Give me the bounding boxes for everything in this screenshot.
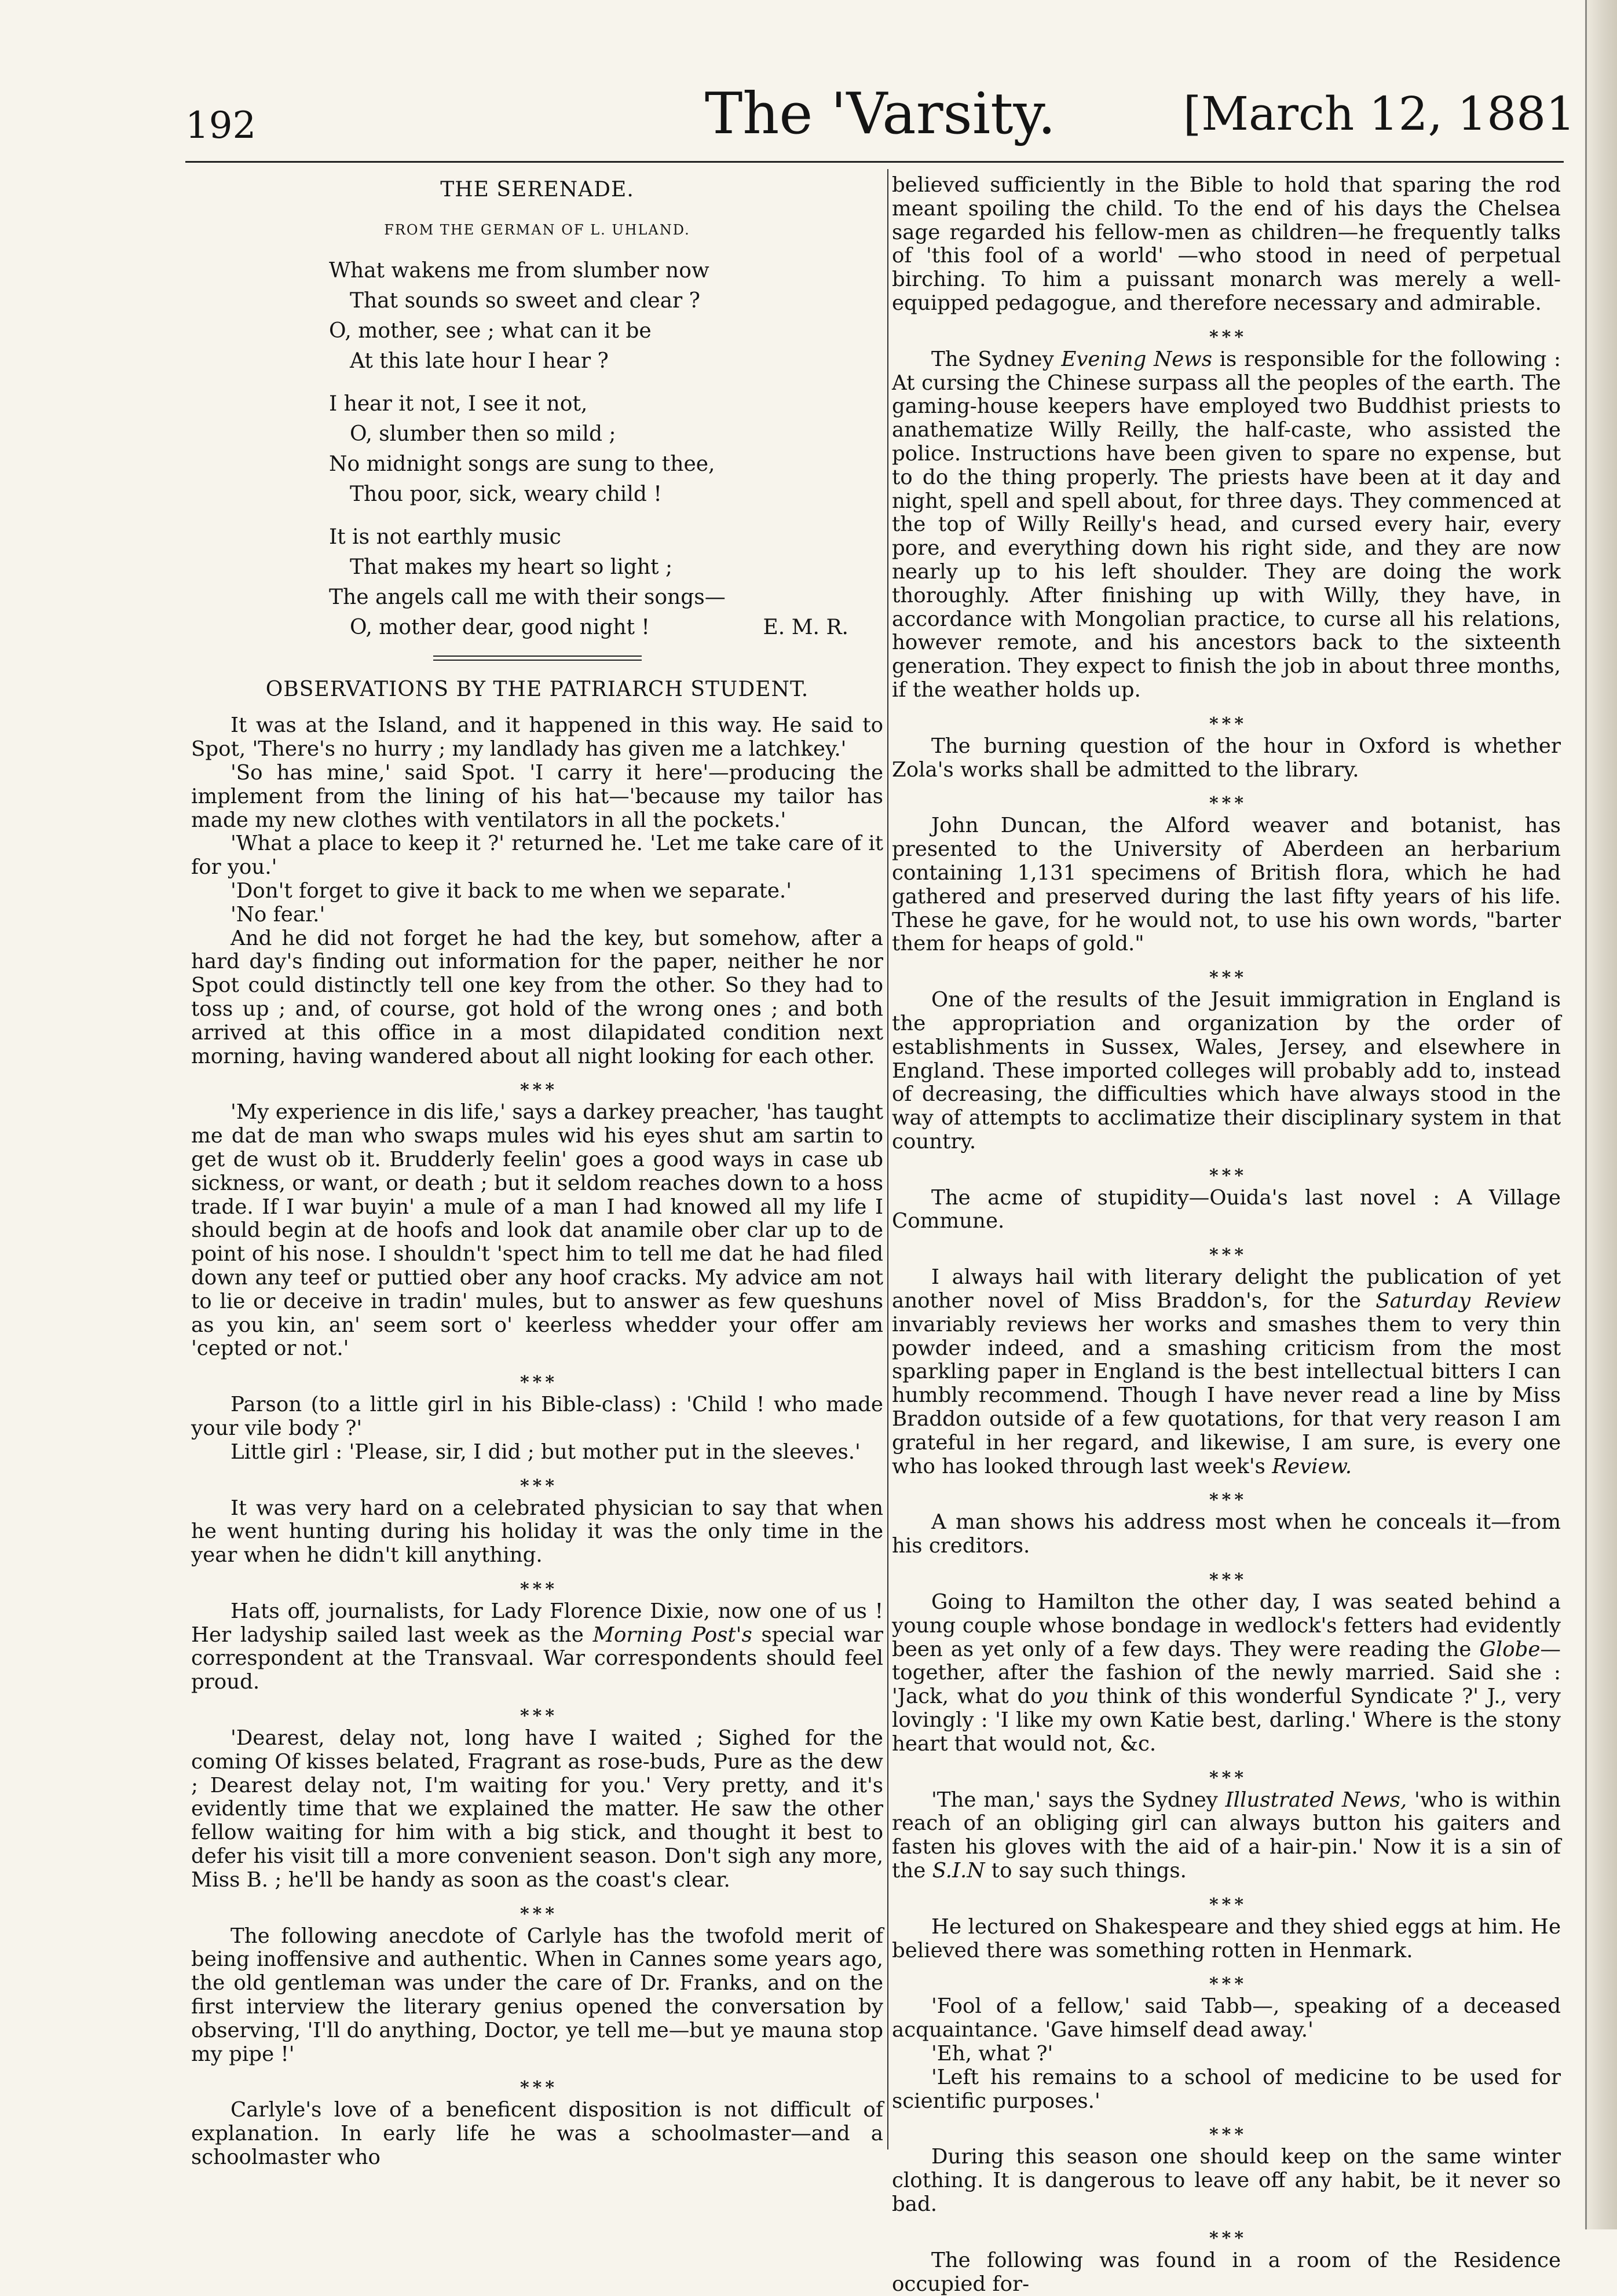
italic-run: S.I.N (932, 1859, 985, 1883)
asterism: * * * (1209, 1570, 1244, 1591)
paragraph: 'Don't forget to give it back to me when we separate.' (231, 878, 792, 903)
text-run: 'The man,' says the Sydney (931, 1788, 1225, 1812)
paragraph: Parson (to a little girl in his Bible-class) : 'Child ! who made your vile body ?' (191, 1393, 883, 1440)
asterism: * * * (1209, 1974, 1244, 1995)
poem-line: Thou poor, sick, weary child ! (350, 482, 662, 506)
left-column (191, 174, 883, 2170)
asterism: * * * (1209, 713, 1244, 734)
paragraph: It was at the Island, and it happened in this way. He said to Spot, 'There's no hurry ; my landlady has given me a latchkey.' (191, 713, 883, 761)
asterism: * * * (1209, 1894, 1244, 1915)
asterism: * * * (520, 1706, 555, 1727)
poem-line: I hear it not, I see it not, (329, 391, 588, 416)
paragraph: Carlyle's love of a beneficent disposition is not difficult of explanation. In early life he was a schoolmaster—and a schoolmaster who (191, 2098, 883, 2170)
section-rule (433, 656, 642, 661)
paragraph: Little girl : 'Please, sir, I did ; but mother put in the sleeves.' (231, 1440, 861, 1464)
poem-signature: E. M. R. (763, 615, 848, 639)
text-run: invariably reviews her works and smashes them to very thin powder indeed, and a smashing criticism from the most sparkling paper in England is the best intellectual bitters I can humbly recommend. Though I have never read a line by Miss Braddon outside of a few quotations, for that very reason I am grateful in her regard, and likewise, I am sure, is every one who has looked through last week's (892, 1312, 1561, 1478)
text-run: is responsible for the following : At cursing the Chinese surpass all the peoples of the earth. The gaming-house keepers have employed two Buddhist priests to anathematize Willy Reilly, the half-caste, who assisted the police. Instructions have been given to spare no expense, but to do the thing properly. The priests have been at it day and night, spell and spell about, for three days. They commenced at the top of Willy Reilly's head, and cursed every hair, every pore, and everything down his right side, and they are now nearly up to his left shoulder. They are doing the work thoroughly. After finishing up with Willy, they have, in accordance with Mongolian practice, to curse all his relations, however remote, and his ancestors back to the sixteenth generation. They expect to finish the job in about three months, if the weather holds up. (892, 347, 1561, 702)
asterism: * * * (520, 1080, 555, 1101)
masthead (185, 81, 1575, 151)
asterism: * * * (520, 1903, 555, 1924)
paragraph (892, 348, 1561, 702)
column-divider (887, 169, 888, 2149)
text-run: Hats off, journalists, for Lady Florence Dixie, now one of us ! Her ladyship sailed last week as the (191, 1599, 883, 1647)
right-column (892, 174, 1561, 2296)
poem-subtitle: FROM THE GERMAN OF L. UHLAND. (384, 221, 690, 238)
paragraph: And he did not forget he had the key, but somehow, after a hard day's finding out information for the paper, neither he nor Spot could distinctly tell one key from the other. So they had to toss up ; and, of course, got hold of the wrong ones ; and both arrived at this office in a most dilapidated condition next morning, having wandered about all night looking for each other. (191, 926, 883, 1068)
italic-run: Evening News (1061, 347, 1213, 371)
poem-stanza (329, 256, 883, 376)
asterism: * * * (1209, 2228, 1244, 2249)
asterism: * * * (1209, 793, 1244, 814)
italic-run: Morning Post's (592, 1623, 752, 1647)
asterism: * * * (1209, 2125, 1244, 2145)
poem-line-text: O, mother dear, good night ! (350, 615, 650, 639)
paragraph: John Duncan, the Alford weaver and botanist, has presented to the University of Aberdeen an herbarium containing 1,131 specimens of British flora, which he had gathered and preserved during the last fifty years of his life. These he gave, for he would not, to use his own words, "barter them for heaps of gold." (892, 814, 1561, 956)
asterism: * * * (520, 1372, 555, 1393)
asterism: * * * (520, 2078, 555, 2099)
asterism: * * * (1209, 1767, 1244, 1788)
paragraph (892, 1789, 1561, 1883)
text-run: —together, after the fashion of the newly married. Said she : 'Jack, what do (892, 1637, 1561, 1709)
binding-shadow (1585, 0, 1587, 2229)
asterism: * * * (1209, 1490, 1244, 1511)
text-run: to say such things. (985, 1859, 1187, 1883)
paragraph: believed sufficiently in the Bible to hold that sparing the rod meant spoiling the child. To the end of his days the Chelsea sage regarded his fellow-men as children—he frequently talks of 'this fool of a world' —who stood in need of perpetual birching. To him a puissant monarch was merely a well-equipped pedagogue, and therefore necessary and admirable. (892, 173, 1561, 315)
poem-title: THE SERENADE. (440, 178, 634, 202)
paragraph: 'So has mine,' said Spot. 'I carry it here'—producing the implement from the lining of his hat—'because my tailor has made my new clothes with ventilators in all the pockets.' (191, 760, 883, 832)
asterism: * * * (1209, 327, 1244, 347)
paragraph: The acme of stupidity—Ouida's last novel : A Village Commune. (892, 1185, 1561, 1233)
paragraph: The following was found in a room of the Residence occupied for- (892, 2248, 1561, 2296)
page-edge (1585, 0, 1617, 2229)
text-run: 'who is within reach of an obliging girl can always button his gaiters and fasten his gloves with the aid of a hair-pin.' Now it is a sin of the (892, 1788, 1561, 1883)
text-run: Going to Hamilton the other day, I was seated behind a young couple whose bondage in wedlock's fetters had evidently been as yet only of a few days. They were reading the (892, 1590, 1561, 1661)
italic-run: Globe (1479, 1637, 1541, 1661)
paragraph (892, 1266, 1561, 1478)
italic-run: you (1051, 1685, 1089, 1709)
poem-line: O, mother, see ; what can it be (329, 318, 652, 343)
paragraph: It was very hard on a celebrated physician to say that when he went hunting during his holiday it was the only time in the year when he didn't kill anything. (191, 1496, 883, 1568)
poem-line: The angels call me with their songs— (329, 585, 726, 609)
poem-line: That sounds so sweet and clear ? (350, 288, 700, 313)
paragraph: 'Left his remains to a school of medicine to be used for scientific purposes.' (892, 2065, 1561, 2113)
paragraph: One of the results of the Jesuit immigration in England is the appropriation and organization by the order of establishments in Sussex, Wales, Jersey, and elsewhere in England. These imported colleges will probably add to, instead of decreasing, the difficulties which have always stood in the way of attempts to acclimatize their disciplinary system in that country. (892, 988, 1561, 1154)
paragraph: 'Fool of a fellow,' said Tabb—, speaking of a deceased acquaintance. 'Gave himself dead away.' (892, 1994, 1561, 2042)
text-run: I always hail with literary delight the publication of yet another novel of Miss Braddon's, for the (892, 1265, 1561, 1313)
poem-line: No midnight songs are sung to thee, (329, 452, 715, 476)
poem-line: What wakens me from slumber now (329, 258, 709, 283)
poem-line (329, 613, 883, 643)
italic-run: Review. (1272, 1454, 1352, 1478)
asterism: * * * (1209, 1245, 1244, 1266)
paragraph (191, 1600, 883, 1694)
italic-run: Illustrated News, (1225, 1788, 1407, 1812)
text-run: think of this wonderful Syndicate ?' J., very lovingly : 'I like my own Katie best, darling.' Where is the stony heart that would not, &c. (892, 1685, 1561, 1756)
paragraph: During this season one should keep on the same winter clothing. It is dangerous to leave off any habit, be it never so bad. (892, 2145, 1561, 2216)
asterism: * * * (520, 1475, 555, 1496)
poem-line: That makes my heart so light ; (350, 555, 673, 579)
paragraph: 'What a place to keep it ?' returned he. 'Let me take care of it for you.' (191, 832, 883, 880)
poem-line: O, slumber then so mild ; (350, 422, 616, 446)
poem-stanza (329, 389, 883, 510)
poem-line: It is not earthly music (329, 525, 561, 549)
page-number: 192 (185, 104, 257, 147)
asterism: * * * (1209, 968, 1244, 988)
text-run: special war correspondent at the Transvaal. War correspondents should feel proud. (191, 1623, 883, 1694)
paragraph: He lectured on Shakespeare and they shied eggs at him. He believed there was something rotten in Henmark. (892, 1914, 1561, 1962)
poem-line: At this late hour I hear ? (350, 349, 609, 373)
paragraph: A man shows his address most when he conceals it—from his creditors. (892, 1510, 1561, 1558)
paragraph: The following anecdote of Carlyle has the twofold merit of being inoffensive and authentic. When in Cannes some years ago, the old gentleman was under the care of Dr. Franks, and on the first interview the literary genius opened the conversation by observing, 'I'll do anything, Doctor, ye tell me—but ye mauna stop my pipe !' (191, 1924, 883, 2066)
italic-run: Saturday Review (1375, 1289, 1561, 1313)
paragraph: The burning question of the hour in Oxford is whether Zola's works shall be admitted to the library. (892, 734, 1561, 782)
text-run: The Sydney (931, 347, 1062, 371)
header-rule (185, 161, 1564, 163)
paragraph: 'Dearest, delay not, long have I waited ; Sighed for the coming Of kisses belated, Fragrant as rose-buds, Pure as the dew ; Dearest delay not, I'm waiting for you.' Very pretty, and it's evidently time that we explained the matter. He saw the other fellow waiting for him with a big stick, and thought it best to defer his visit till a more convenient season. Don't sigh any more, Miss B. ; he'll be handy as soon as the coast's clear. (191, 1726, 883, 1892)
newspaper-title: The 'Varsity. (704, 81, 1056, 147)
paragraph: 'My experience in dis life,' says a darkey preacher, 'has taught me dat de man who swaps mules wid his eyes shut am sartin to get de wust ob it. Brudderly feelin' goes a good ways in case ub sickness, or want, or death ; but it seldom reaches down to a hoss trade. If I war buyin' a mule of a man I had knowed all my life I should begin at de hoofs and look dat anamile ober clar up to de point of his nose. I shouldn't 'spect him to tell me dat he had filed down any teef or puttied ober any hoof cracks. My advice am not to lie or deceive in tradin' mules, but to answer as few queshuns as you kin, an' seem sort o' keerless whedder your offer am 'cepted or not.' (191, 1100, 883, 1361)
paragraph (892, 1591, 1561, 1756)
section-heading: OBSERVATIONS BY THE PATRIARCH STUDENT. (265, 677, 809, 701)
paragraph: 'Eh, what ?' (931, 2042, 1053, 2066)
issue-date: [March 12, 1881 (1183, 87, 1575, 141)
paragraph: 'No fear.' (231, 902, 325, 927)
asterism: * * * (520, 1579, 555, 1599)
poem-stanza (329, 522, 883, 643)
asterism: * * * (1209, 1165, 1244, 1186)
